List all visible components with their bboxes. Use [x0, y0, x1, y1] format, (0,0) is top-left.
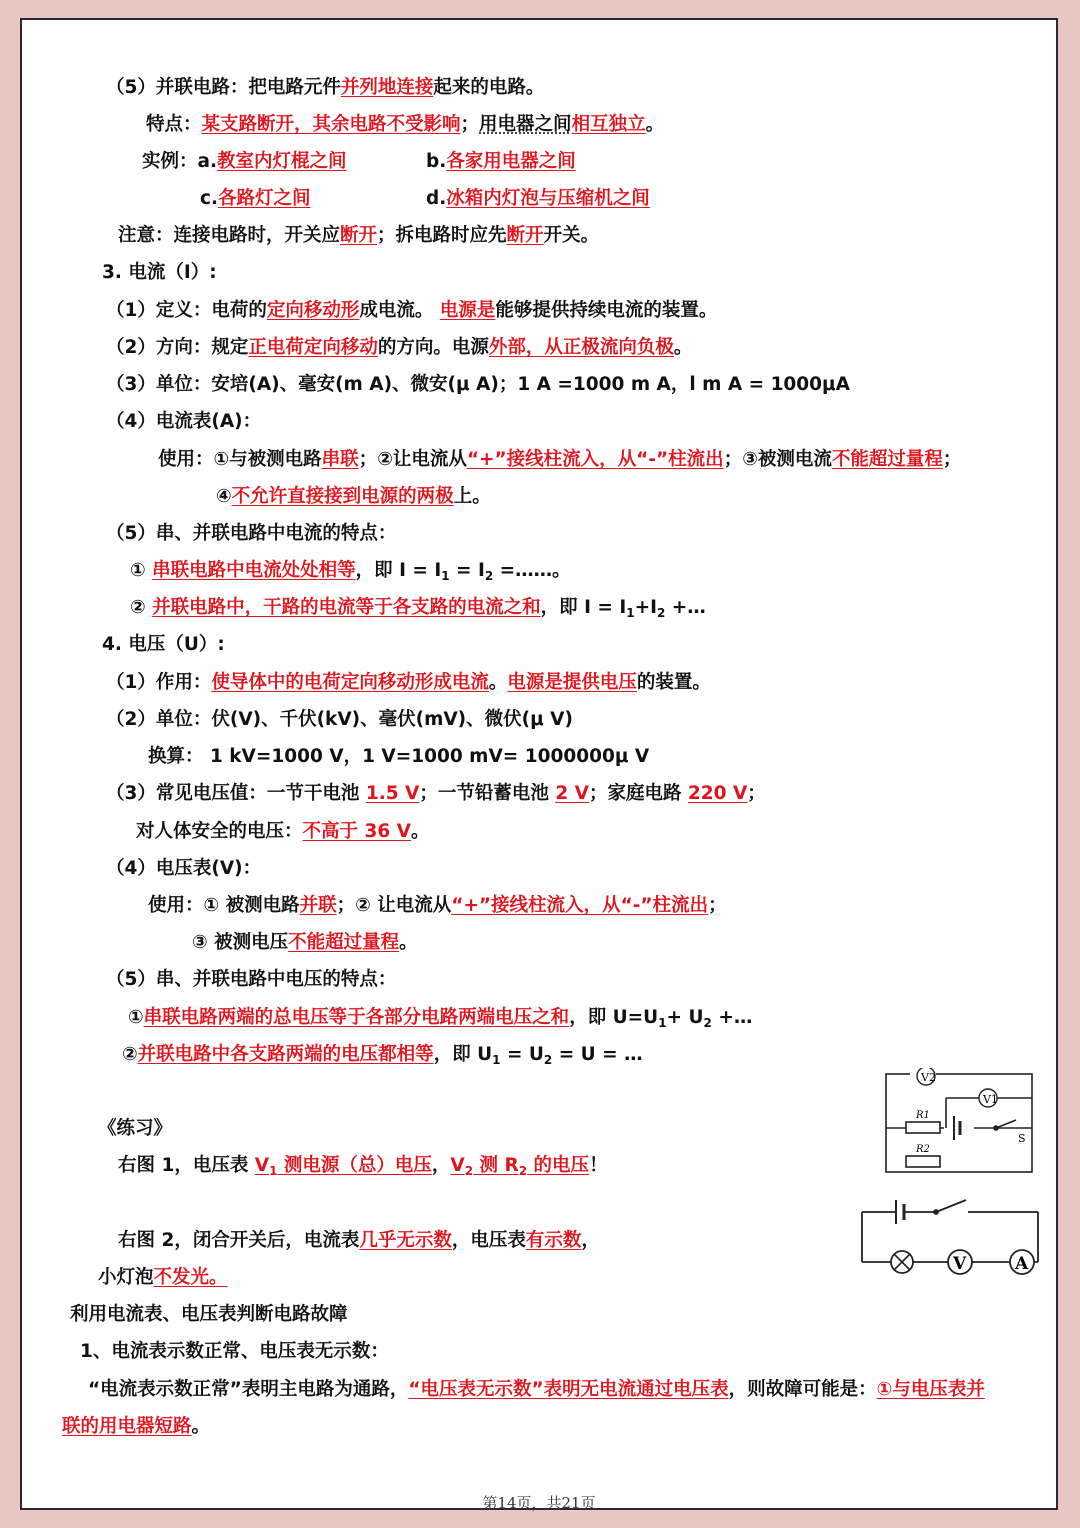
circuit-diagram-2 [856, 1190, 1046, 1282]
page-footer: 第14页，共21页 [482, 1494, 596, 1512]
practice-heading: 《练习》 [98, 1118, 173, 1139]
parallel-definition: （5）并联电路：把电路元件并列地连接起来的电路。 [106, 77, 545, 98]
voltmeter-usage-3: ③ 被测电压不能超过量程。 [192, 932, 418, 953]
circuit-diagram-1 [880, 1068, 1040, 1178]
ammeter-usage-4: ④不允许直接接到电源的两极上。 [216, 486, 491, 507]
parallel-example-c: c.各路灯之间 [200, 188, 311, 209]
current-features-heading: （5）串、并联电路中电流的特点： [106, 523, 397, 544]
parallel-features: 特点：某支路断开，其余电路不受影响；用电器之间相互独立。 [146, 114, 665, 135]
current-definition: （1）定义：电荷的定向移动形成电流。 电源是能够提供持续电流的装置。 [106, 300, 718, 321]
fault-heading: 利用电流表、电压表判断电路故障 [70, 1304, 348, 1325]
parallel-example-b: b.各家用电器之间 [426, 151, 576, 172]
parallel-note: 注意：连接电路时，开关应断开；拆电路时应先断开开关。 [118, 225, 600, 246]
practice-question-2b: 小灯泡不发光。 [98, 1267, 228, 1288]
voltmeter-usage: 使用：① 被测电路并联；② 让电流从“+”接线柱流入，从“-”柱流出； [148, 895, 727, 916]
voltage-common-values: （3）常见电压值：一节干电池 1.5 V；一节铅蓄电池 2 V；家庭电路 220 V； [106, 783, 766, 804]
current-direction: （2）方向：规定正电荷定向移动的方向。电源外部，从正极流向负极。 [106, 337, 693, 358]
fig1-label-r1: R1 [916, 1110, 930, 1121]
voltmeter-heading: （4）电压表(V)： [106, 858, 262, 879]
voltage-feature-series: ①串联电路两端的总电压等于各部分电路两端电压之和，即 $U=U_1+ U_2$ +… [128, 1007, 753, 1030]
voltage-unit: （2）单位：伏(V)、千伏(kV)、毫伏(mV)、微伏(μ V) [106, 709, 573, 730]
parallel-example-a: 实例：a.教室内灯棍之间 [142, 151, 347, 172]
fault-explanation: “电流表示数正常”表明主电路为通路，“电压表无示数”表明无电流通过电压表，则故障可能是：①与电压表并 [88, 1379, 985, 1400]
current-unit: （3）单位：安培(A)、毫安(m A)、微安(μ A)；1 A =1000 m A，l m A = 1000μA [106, 374, 850, 395]
fig1-label-r2: R2 [916, 1144, 930, 1155]
fig1-label-s: S [1018, 1132, 1026, 1145]
voltage-features-heading: （5）串、并联电路中电压的特点： [106, 969, 397, 990]
fault-case-1: 1、电流表示数正常、电压表无示数： [80, 1341, 389, 1362]
fig1-label-v2: V2 [921, 1071, 936, 1084]
practice-question-2: 右图 2，闭合开关后，电流表几乎无示数，电压表有示数， [118, 1230, 600, 1251]
fig1-label-v1: V1 [983, 1093, 998, 1106]
ammeter-usage: 使用：①与被测电路串联；②让电流从“+”接线柱流入，从“-”柱流出；③被测电流不能超过量程； [158, 449, 962, 470]
voltage-conversion: 换算： 1 kV=1000 V，1 V=1000 mV= 1000000μ V [148, 746, 650, 767]
voltage-role: （1）作用：使导体中的电荷定向移动形成电流。电源是提供电压的装置。 [106, 672, 711, 693]
current-heading: 3. 电流（I）: [102, 262, 217, 283]
parallel-example-d: d.冰箱内灯泡与压缩机之间 [426, 188, 650, 209]
fig2-label-a: A [1015, 1254, 1029, 1274]
fig2-label-v: V [953, 1254, 967, 1274]
voltage-feature-parallel: ②并联电路中各支路两端的电压都相等，即 $U_1 = U_2 = U$ = … [122, 1044, 643, 1067]
ammeter-heading: （4）电流表(A)： [106, 411, 262, 432]
current-feature-parallel: ② 并联电路中，干路的电流等于各支路的电流之和，即 $I = I_1+I_2$ +… [130, 597, 706, 620]
lamp-icon [891, 1251, 913, 1273]
practice-question-1: 右图 1，电压表 $V_1$ 测电源（总）电压，$V_2$ 测 $R_2$ 的电压！ [118, 1155, 608, 1178]
voltage-safe: 对人体安全的电压：不高于 36 V。 [136, 821, 430, 842]
document-page [20, 18, 1058, 1510]
current-feature-series: ① 串联电路中电流处处相等，即 $I = I_1 = I_2$ =……。 [130, 560, 571, 583]
fault-explanation-cont: 联的用电器短路。 [62, 1416, 211, 1437]
voltage-heading: 4. 电压（U）: [102, 634, 225, 655]
